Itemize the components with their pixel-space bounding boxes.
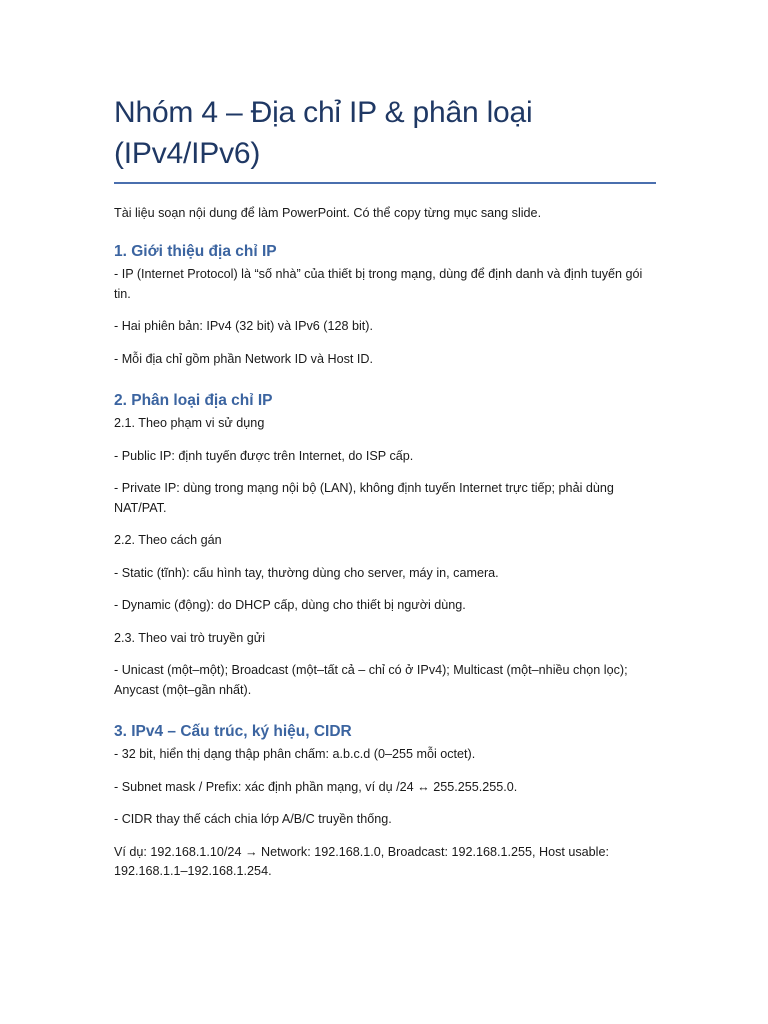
paragraph: - Dynamic (động): do DHCP cấp, dùng cho thiết bị người dùng. — [114, 598, 466, 612]
paragraph: - Public IP: định tuyến được trên Internet, do ISP cấp. — [114, 448, 414, 463]
paragraph: - IP (Internet Protocol) là “số nhà” của thiết bị trong mạng, dùng để định danh và định tuyến gói tin. — [114, 267, 643, 301]
document-title-line-1: Nhóm 4 – Địa chỉ IP & phân loại — [114, 96, 533, 129]
paragraph: - Static (tĩnh): cấu hình tay, thường dùng cho server, máy in, camera. — [114, 565, 499, 580]
document-page — [114, 92, 656, 882]
paragraph: - Private IP: dùng trong mạng nội bộ (LAN), không định tuyến Internet trực tiếp; phải dùng NAT/PAT. — [114, 481, 614, 515]
paragraph: Ví dụ: 192.168.1.10/24 → Network: 192.168.1.0, Broadcast: 192.168.1.255, Host usable: 192.168.1.1–192.168.1.254. — [114, 844, 609, 878]
document-title-line-2: (IPv4/IPv6) — [114, 137, 261, 170]
subheading: 2.3. Theo vai trò truyền gửi — [114, 630, 266, 645]
subheading: 2.2. Theo cách gán — [114, 533, 222, 547]
document-title — [114, 92, 656, 182]
paragraph: - 32 bit, hiển thị dạng thập phân chấm: a.b.c.d (0–255 mỗi octet). — [114, 747, 476, 761]
paragraph: - CIDR thay thế cách chia lớp A/B/C truyền thống. — [114, 812, 392, 826]
paragraph: - Mỗi địa chỉ gồm phần Network ID và Host ID. — [114, 351, 373, 366]
paragraph: - Hai phiên bản: IPv4 (32 bit) và IPv6 (128 bit). — [114, 319, 374, 333]
section-heading: 1. Giới thiệu địa chỉ IP — [114, 243, 277, 260]
subheading: 2.1. Theo phạm vi sử dụng — [114, 416, 265, 430]
paragraph: - Unicast (một–một); Broadcast (một–tất cả – chỉ có ở IPv4); Multicast (một–nhiều chọn lọc); Anycast (một–gần nhất). — [114, 663, 628, 697]
title-underline — [114, 182, 656, 184]
section-2 — [114, 390, 656, 700]
section-1 — [114, 241, 656, 369]
section-heading: 2. Phân loại địa chỉ IP — [114, 392, 273, 409]
section-heading: 3. IPv4 – Cấu trúc, ký hiệu, CIDR — [114, 723, 352, 740]
section-3 — [114, 721, 656, 882]
intro-text: Tài liệu soạn nội dung để làm PowerPoint. Có thể copy từng mục sang slide. — [114, 206, 542, 220]
paragraph: - Subnet mask / Prefix: xác định phần mạng, ví dụ /24 ↔ 255.255.255.0. — [114, 779, 518, 794]
